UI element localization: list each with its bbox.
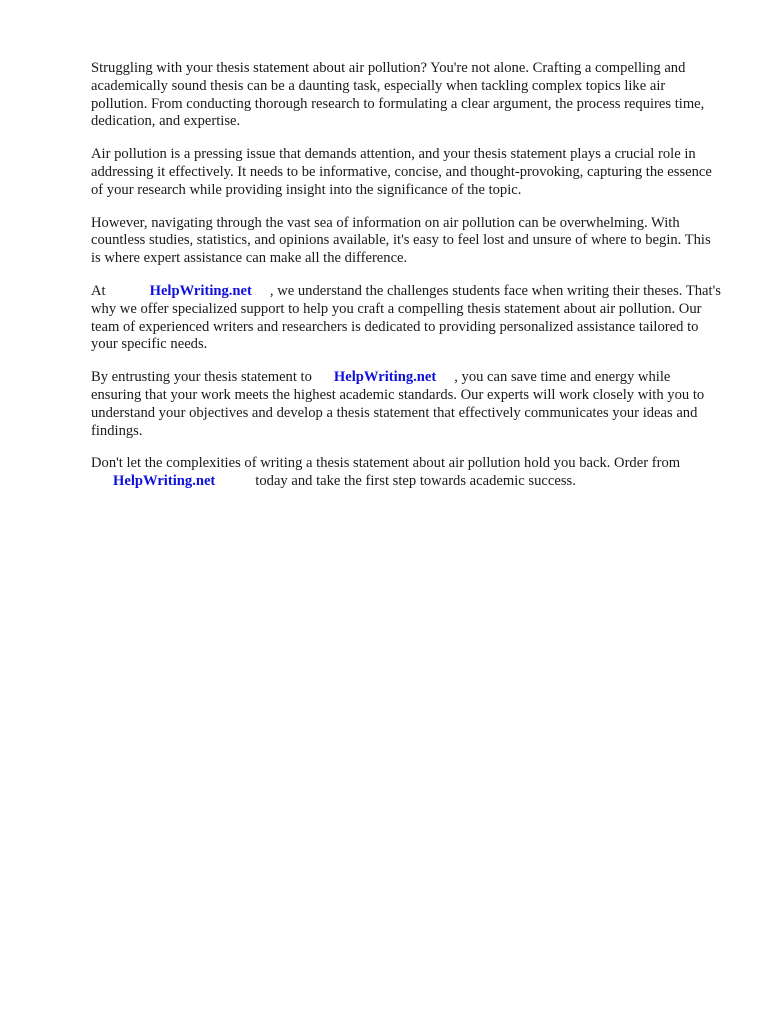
helpwriting-link[interactable]: HelpWriting.net [333, 369, 437, 386]
document-page [91, 60, 721, 506]
paragraph-cta-before: Don't let the complexities of writing a thesis statement about air pollution hold you back. Order from [91, 455, 681, 472]
paragraph-importance: Air pollution is a pressing issue that demands attention, and your thesis statement plays a crucial role in addressing it effectively. It needs to be informative, concise, and thought-provoking, capturing the essence of your research while providing insight into the significance of the topic. [91, 146, 712, 198]
paragraph-challenge: However, navigating through the vast sea of information on air pollution can be overwhelming. With countless studies, statistics, and opinions available, it's easy to feel lost and unsure of where to begin. This is where expert assistance can make all the difference. [91, 214, 711, 267]
paragraph-benefit-before: By entrusting your thesis statement to [91, 369, 312, 386]
paragraph-service-before: At [91, 282, 106, 299]
paragraph-cta-after: today and take the first step towards academic success. [255, 473, 576, 490]
paragraph-benefit [91, 369, 721, 440]
helpwriting-link[interactable]: HelpWriting.net [113, 473, 216, 490]
paragraph-service [91, 283, 721, 354]
paragraph-benefit-after: , you can save time and energy while ensuring that your work meets the highest academic standards. Our experts will work closely with you to understand your objectives and develop a thesis statement that effectively communicates your ideas and findings. [91, 369, 705, 439]
paragraph-intro: Struggling with your thesis statement about air pollution? You're not alone. Crafting a compelling and academically sound thesis can be a daunting task, especially when tackling complex topics like air pollution. From conducting thorough research to formulating a clear argument, the process requires time, dedication, and expertise. [91, 60, 705, 130]
paragraph-service-after: , we understand the challenges students face when writing their theses. That's why we offer specialized support to help you craft a compelling thesis statement about air pollution. Our team of experienced writers and researchers is dedicated to providing personalized assistance tailored to your specific needs. [91, 282, 721, 353]
paragraph-call-to-action [91, 455, 721, 491]
helpwriting-link[interactable]: HelpWriting.net [149, 282, 252, 299]
